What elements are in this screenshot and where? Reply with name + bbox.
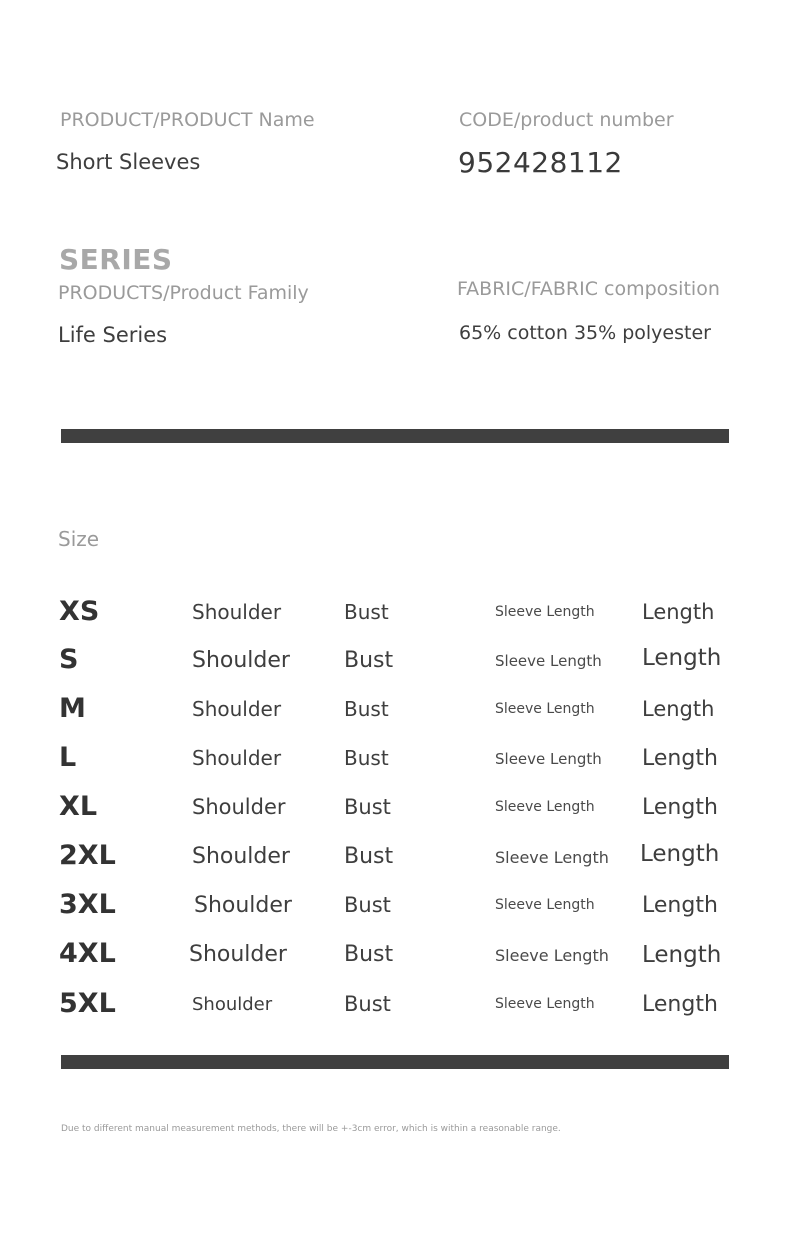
sleeve-length-cell: Sleeve Length [495,897,595,913]
size-row-2xl [0,832,790,881]
size-row-5xl [0,980,790,1029]
size-cell: XS [59,596,100,627]
size-cell: XL [59,791,98,822]
length-cell: Length [642,600,715,624]
size-cell: 4XL [59,938,116,969]
length-cell: Length [642,992,718,1017]
size-row-xs [0,588,790,637]
sleeve-length-cell: Sleeve Length [495,604,595,620]
shoulder-cell: Shoulder [192,746,282,770]
product-family-value: Life Series [58,323,168,347]
shoulder-cell: Shoulder [192,697,282,721]
shoulder-cell: Shoulder [192,600,282,624]
size-cell: L [59,742,77,773]
length-cell: Length [642,795,718,820]
product-name-value: Short Sleeves [56,150,201,174]
bust-cell: Bust [344,992,391,1016]
fabric-label: FABRIC/FABRIC composition [457,278,720,300]
product-code-value: 952428112 [458,146,623,179]
measurement-footnote: Due to different manual measurement methods, there will be +-3cm error, which is within a reasonable range. [61,1124,561,1134]
bust-cell: Bust [344,648,394,673]
bust-cell: Bust [344,697,389,721]
size-row-s [0,636,790,685]
bust-cell: Bust [344,893,391,917]
shoulder-cell: Shoulder [192,648,290,673]
sleeve-length-cell: Sleeve Length [495,799,595,815]
size-row-m [0,685,790,734]
bust-cell: Bust [344,746,389,770]
size-row-3xl [0,881,790,930]
length-cell: Length [642,893,718,918]
length-cell: Length [642,746,718,771]
sleeve-length-cell: Sleeve Length [495,946,609,965]
size-row-l [0,734,790,783]
length-cell: Length [640,841,720,867]
shoulder-cell: Shoulder [192,994,273,1015]
length-cell: Length [642,697,715,721]
sleeve-length-cell: Sleeve Length [495,996,595,1012]
size-cell: M [59,693,86,724]
size-cell: 5XL [59,988,116,1019]
bust-cell: Bust [344,795,391,819]
bust-cell: Bust [344,942,394,967]
shoulder-cell: Shoulder [192,844,290,869]
size-cell: 3XL [59,889,116,920]
fabric-value: 65% cotton 35% polyester [459,322,711,344]
product-family-label: PRODUCTS/Product Family [58,282,309,304]
series-heading: SERIES [59,243,173,276]
size-table-title: Size [58,527,100,551]
size-row-4xl [0,930,790,979]
divider-bar-top [61,429,729,443]
sleeve-length-cell: Sleeve Length [495,750,602,768]
product-code-label: CODE/product number [459,109,674,131]
length-cell: Length [642,942,722,968]
bust-cell: Bust [344,600,389,624]
size-row-xl [0,783,790,832]
size-cell: S [59,644,79,675]
shoulder-cell: Shoulder [189,942,287,967]
length-cell: Length [642,645,722,671]
shoulder-cell: Shoulder [192,795,286,819]
sleeve-length-cell: Sleeve Length [495,701,595,717]
sleeve-length-cell: Sleeve Length [495,652,602,670]
shoulder-cell: Shoulder [194,893,292,918]
bust-cell: Bust [344,844,394,869]
product-name-label: PRODUCT/PRODUCT Name [60,109,315,131]
size-cell: 2XL [59,840,116,871]
divider-bar-bottom [61,1055,729,1069]
sleeve-length-cell: Sleeve Length [495,848,609,867]
